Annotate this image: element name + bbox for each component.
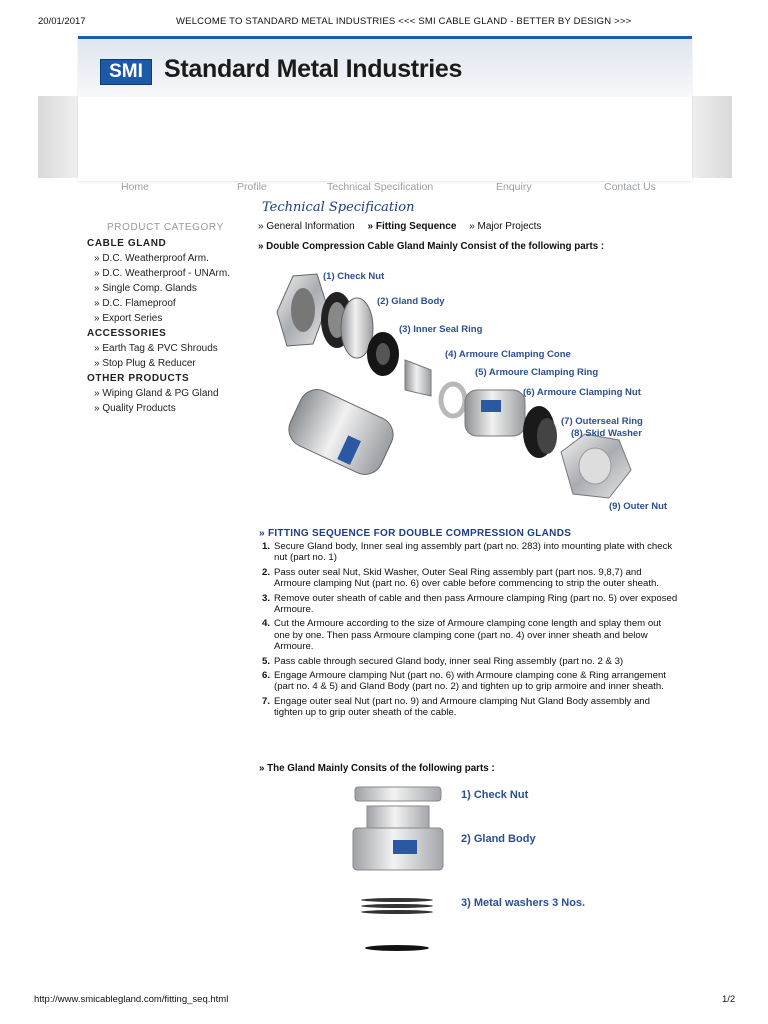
main-nav xyxy=(0,181,768,195)
fig1-label-5: (5) Armoure Clamping Ring xyxy=(475,367,599,378)
step-text: Engage outer seal Nut (part no. 9) and Armoure clamping Nut Gland Body assembly and tighten up to grip outer sheath of the cable. xyxy=(274,695,650,719)
step-text: Cut the Armoure according to the size of Armoure clamping cone length and splay them out one by one. Then pass Armoure clamping cone (part no. 4) over inner sheath and below Armoure. xyxy=(274,618,662,653)
list-item xyxy=(259,696,679,719)
sidebar-item-dc-flameproof[interactable]: » D.C. Flameproof xyxy=(94,298,176,309)
step-number: 7. xyxy=(262,695,271,707)
check-nut-shape xyxy=(355,787,441,801)
nav-profile[interactable]: Profile xyxy=(237,181,267,193)
inner-seal-ring-hole xyxy=(376,343,390,365)
step-text: Remove outer sheath of cable and then pass Armoure clamping Ring (part no. 5) over exposed Armoure. xyxy=(274,592,678,616)
group-accessories: ACCESSORIES xyxy=(87,328,167,339)
print-page-title: WELCOME TO STANDARD METAL INDUSTRIES <<< SMI CABLE GLAND - BETTER BY DESIGN >>> xyxy=(176,16,632,27)
smi-logo[interactable]: SMI xyxy=(100,59,152,85)
step-number: 2. xyxy=(262,566,271,578)
nav-home[interactable]: Home xyxy=(121,181,150,193)
list-item xyxy=(259,670,679,693)
washer-3 xyxy=(361,910,433,914)
tab-fitting-sequence[interactable]: » Fitting Sequence xyxy=(367,221,457,232)
list-item xyxy=(259,593,679,616)
nav-technical-specification[interactable]: Technical Specification xyxy=(327,181,434,193)
step-number: 6. xyxy=(262,670,271,682)
fig1-label-1: (1) Check Nut xyxy=(323,271,385,282)
banner-right-column xyxy=(692,96,732,178)
sidebar-item-dc-weatherproof-arm[interactable]: » D.C. Weatherproof Arm. xyxy=(94,253,209,264)
nav-contact-us[interactable]: Contact Us xyxy=(604,181,656,193)
list-item xyxy=(259,541,679,564)
brand-name: Standard Metal Industries xyxy=(164,55,463,83)
step-text: Pass outer seal Nut, Skid Washer, Outer Seal Ring assembly part (part nos. 9,8,7) and Armoure clamping Nut (part no. 6) over cable before commencing to strip the outer sheath. xyxy=(274,566,660,590)
washer-2 xyxy=(361,904,433,908)
washer-1 xyxy=(361,898,433,902)
fig2-label-1: 1) Check Nut xyxy=(461,789,529,801)
step-text: Secure Gland body, Inner seal ing assembly part (part no. 283) into mounting plate with check nut (part no. 1) xyxy=(274,541,673,564)
armoure-clamping-cone-shape xyxy=(405,360,431,396)
fig1-label-9: (9) Outer Nut xyxy=(609,501,668,512)
tab-major-projects[interactable]: » Major Projects xyxy=(469,221,542,232)
step-text: Engage Armoure clamping Nut (part no. 6) with Armoure clamping cone & Ring arrangement (part no. 4 & 5) and Gland Body (part no. 2) and tighten up to grip armoire and inner sheath. xyxy=(274,670,666,693)
seal-ring-shape xyxy=(365,945,429,951)
exploded-gland-figure xyxy=(265,262,680,520)
step-number: 1. xyxy=(262,541,271,552)
fitting-sequence-title: » FITTING SEQUENCE FOR DOUBLE COMPRESSION GLANDS xyxy=(259,528,572,539)
list-item xyxy=(259,656,679,667)
parts-heading: » Double Compression Cable Gland Mainly Consist of the following parts : xyxy=(258,241,605,252)
outer-nut-hole xyxy=(579,448,611,484)
sidebar-item-quality-products[interactable]: » Quality Products xyxy=(94,403,176,414)
nav-enquiry[interactable]: Enquiry xyxy=(496,181,532,193)
sidebar-item-single-comp-glands[interactable]: » Single Comp. Glands xyxy=(94,283,197,294)
gland-thread-shape xyxy=(367,806,429,830)
group-other-products: OTHER PRODUCTS xyxy=(87,373,190,384)
armoure-clamping-nut-shape xyxy=(465,390,525,436)
gland-parts-heading: » The Gland Mainly Consits of the following parts : xyxy=(259,763,495,774)
smi-body-tag xyxy=(393,840,417,854)
site-header xyxy=(78,36,692,181)
fig1-label-7: (7) Outerseal Ring xyxy=(561,416,643,427)
main-content xyxy=(258,200,678,252)
gland-parts-figure xyxy=(345,782,605,954)
assembled-gland-shape xyxy=(283,384,399,481)
fitting-steps-list xyxy=(259,541,679,722)
fig2-label-2: 2) Gland Body xyxy=(461,833,536,845)
fig1-label-4: (4) Armoure Clamping Cone xyxy=(445,349,571,360)
fig1-label-6: (6) Armoure Clamping Nut xyxy=(523,387,641,398)
smi-nut-tag xyxy=(481,400,501,412)
armoure-clamping-ring-shape xyxy=(441,384,465,416)
page-number: 1/2 xyxy=(722,994,736,1005)
product-sidebar xyxy=(87,222,257,418)
skid-washer-shape xyxy=(537,418,557,454)
step-number: 3. xyxy=(262,592,271,604)
check-nut-hole xyxy=(291,288,315,332)
list-item xyxy=(259,567,679,590)
list-item xyxy=(259,618,679,652)
product-category-title: PRODUCT CATEGORY xyxy=(107,222,224,233)
section-title: Technical Specification xyxy=(262,200,415,215)
sidebar-item-wiping-gland[interactable]: » Wiping Gland & PG Gland xyxy=(94,388,219,399)
step-text: Pass cable through secured Gland body, inner seal Ring assembly (part no. 2 & 3) xyxy=(274,655,624,667)
print-date: 20/01/2017 xyxy=(38,16,86,27)
sidebar-item-export-series[interactable]: » Export Series xyxy=(94,313,163,324)
spec-tabs xyxy=(258,221,678,232)
fig1-label-8: (8) Skid Washer xyxy=(571,428,642,439)
sidebar-item-dc-weatherproof-unarm[interactable]: » D.C. Weatherproof - UNArm. xyxy=(94,268,230,279)
banner-left-column xyxy=(38,96,78,178)
group-cable-gland: CABLE GLAND xyxy=(87,238,167,249)
sidebar-item-earth-tag[interactable]: » Earth Tag & PVC Shrouds xyxy=(94,343,218,354)
fig1-label-2: (2) Gland Body xyxy=(377,296,445,307)
fig1-label-3: (3) Inner Seal Ring xyxy=(399,324,483,335)
fig2-label-3: 3) Metal washers 3 Nos. xyxy=(461,897,586,909)
step-number: 4. xyxy=(262,618,271,630)
page-url[interactable]: http://www.smicablegland.com/fitting_seq.html xyxy=(34,994,229,1005)
tab-general-information[interactable]: » General Information xyxy=(258,221,355,232)
step-number: 5. xyxy=(262,655,271,667)
sidebar-item-stop-plug[interactable]: » Stop Plug & Reducer xyxy=(94,358,196,369)
